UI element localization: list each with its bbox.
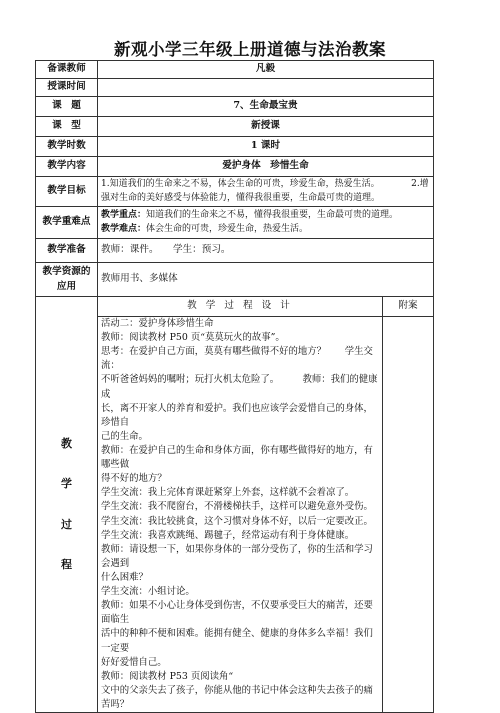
process-line: 好好爱惜自己。 (101, 656, 167, 668)
topic-label: 课 题 (36, 97, 98, 117)
hours-value: 1 课时 (98, 137, 434, 157)
process-line: 思考：在爱护自己方面，莫莫有哪些做得不好的地方？ 学生交流： (101, 346, 373, 372)
process-line: 教师：请设想一下，如果你身体的一部分受伤了，你的生活和学习会遇到 (101, 543, 373, 569)
process-side-label (36, 297, 98, 713)
goal-value: 1.知道我们的生命来之不易，体会生命的可贵，珍爱生命，热爱生活。 2.增强对生命的美好感受与体验能力，懂得我很重要，生命最可贵的道理。 (98, 177, 434, 207)
process-design-header: 教 学 过 程 设 计 (98, 297, 383, 317)
row-topic (36, 97, 434, 117)
hours-label: 教学时数 (36, 137, 98, 157)
prep-label: 教学准备 (36, 239, 98, 263)
process-line: 教师：在爱护自己的生命和身体方面，你有哪些做得好的地方，有哪些做 (101, 444, 373, 471)
side-char-2: 学 (61, 477, 72, 491)
key-point-line (101, 209, 430, 223)
side-char-4: 程 (61, 558, 72, 572)
teacher-value: 凡毅 (98, 61, 434, 79)
process-line: 得不好的地方？ (101, 473, 167, 485)
content-label: 教学内容 (36, 157, 98, 177)
row-goal (36, 177, 434, 207)
type-label: 课 型 (36, 117, 98, 137)
notes-header: 附案 (383, 297, 434, 317)
difficulty-label: 教学难点： (101, 223, 147, 234)
prep-value: 教师：课件。 学生：预习。 (98, 239, 434, 263)
process-line: 己的生命。 (101, 430, 148, 442)
process-line: 学生交流：小组讨论。 (101, 586, 195, 598)
process-line: 学生交流：我上完体育课赶紧穿上外套，这样就不会着凉了。 (101, 487, 355, 499)
resources-value: 教师用书、多媒体 (98, 263, 434, 297)
process-line: 活动二：爱护身体珍惜生命 (101, 318, 214, 329)
process-line: 学生交流：我比较挑食，这个习惯对身体不好，以后一定要改正。 (101, 515, 373, 527)
process-line: 教师：如果不小心让身体受到伤害，不仅要承受巨大的痛苦，还要面临生 (101, 600, 373, 626)
process-line: 什么困难？ (101, 571, 148, 583)
side-char-3: 过 (61, 517, 72, 531)
row-hours (36, 137, 434, 157)
keypoints-value (98, 207, 434, 239)
row-process-header (36, 297, 434, 317)
row-content (36, 157, 434, 177)
process-line: 活中的种种不便和困难。能拥有健全、健康的身体多么幸福！我们一定要 (101, 628, 373, 654)
row-time (36, 79, 434, 97)
process-line: 学生交流：我喜欢跳绳、踢毽子，经常运动有利于身体健康。 (101, 529, 355, 541)
row-keypoints (36, 207, 434, 239)
process-line: 不听爸爸妈妈的嘱咐；玩打火机太危险了。 教师：我们的健康成 (101, 374, 378, 400)
row-teacher (36, 61, 434, 79)
row-resources (36, 263, 434, 297)
resources-label: 教学资源的应用 (36, 263, 98, 297)
notes-content (383, 317, 434, 713)
key-point-label: 教学重点： (101, 210, 147, 220)
process-content (98, 317, 383, 713)
teacher-label: 备课教师 (36, 61, 98, 79)
time-value (98, 79, 434, 97)
process-line: 学生交流：我不爬窗台，不滑楼梯扶手，这样可以避免意外受伤。 (101, 501, 373, 513)
process-line: 长，离不开家人的养育和爱护。我们也应该学会爱惜自己的身体，珍惜自 (101, 402, 373, 428)
side-char-1: 教 (61, 436, 72, 450)
process-line: 文中的父亲失去了孩子，你能从他的书记中体会这种失去孩子的痛苦吗？ (101, 684, 373, 710)
keypoints-label: 教学重难点 (36, 207, 98, 239)
type-value: 新授课 (98, 117, 434, 137)
lesson-plan-table (35, 60, 434, 713)
difficulty-line (101, 223, 430, 237)
difficulty-text: 体会生命的可贵，珍爱生命，热爱生活。 (146, 223, 309, 234)
process-line: 教师：阅读教材 P50 页“莫莫玩火的故事”。 (101, 332, 285, 344)
row-prep (36, 239, 434, 263)
topic-value: 7、生命最宝贵 (98, 97, 434, 117)
time-label: 授课时间 (36, 79, 98, 97)
page-title: 新观小学三年级上册道德与法治教案 (114, 40, 386, 59)
content-value: 爱护身体 珍惜生命 (98, 157, 434, 177)
key-point-text: 知道我们的生命来之不易，懂得我很重要，生命最可贵的道理。 (146, 210, 399, 220)
goal-label: 教学目标 (36, 177, 98, 207)
row-type (36, 117, 434, 137)
process-line: 教师：阅读教材 P53 页阅读角“ (101, 670, 234, 682)
